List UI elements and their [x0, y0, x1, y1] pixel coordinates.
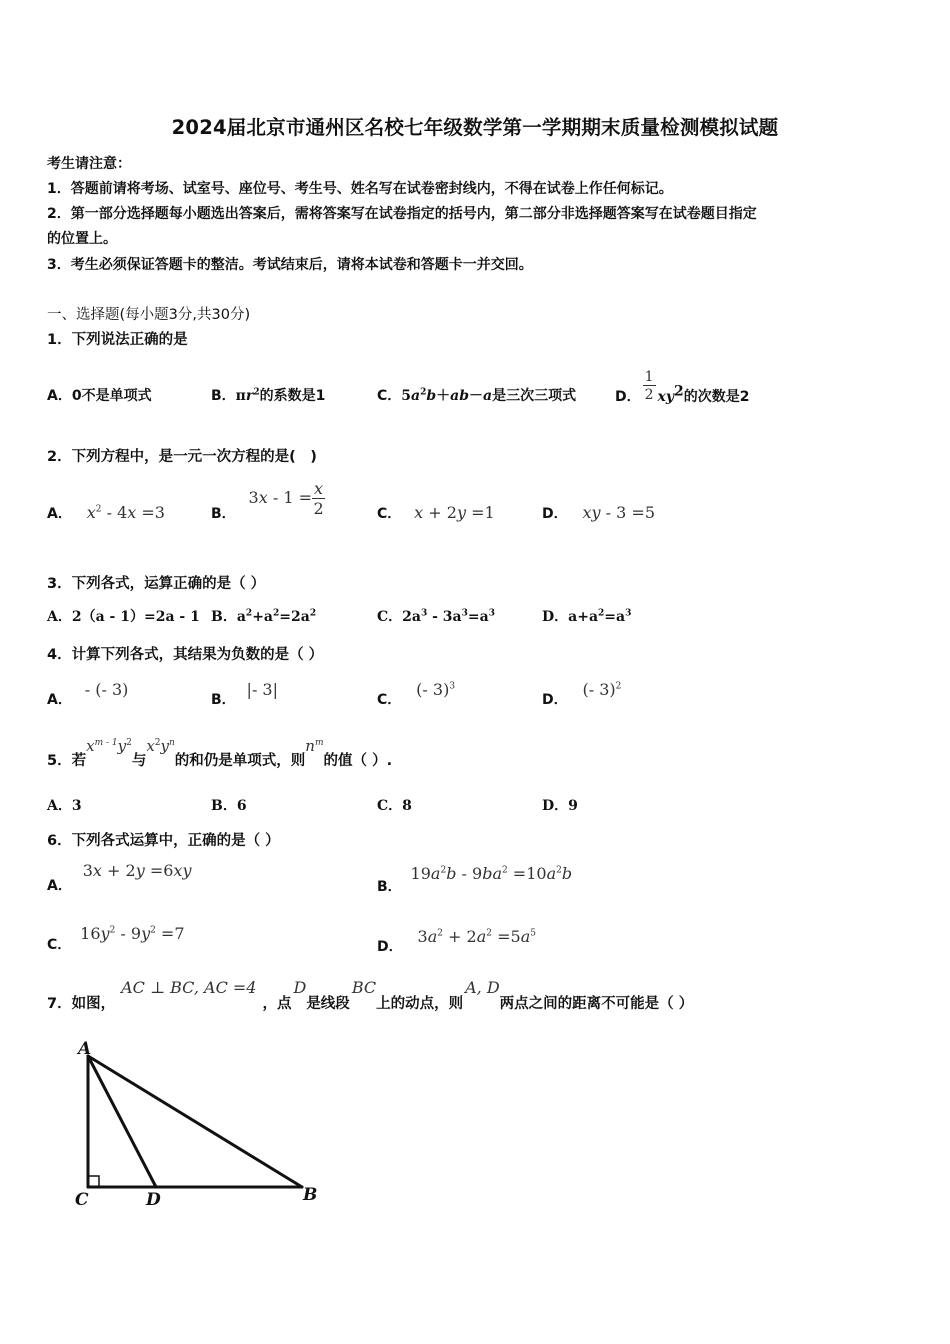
q5-option-a[interactable]: [47, 795, 82, 815]
option-label: B．: [211, 692, 236, 708]
option-label: C．: [47, 937, 72, 953]
triangle-figure: [70, 1030, 330, 1215]
option-math: $19a^2b - 9ba^2 =10a^2b$: [410, 864, 573, 883]
option-math: 3x - 1 = $\frac{x}{2}$: [248, 479, 324, 518]
q5-option-b[interactable]: [211, 795, 247, 815]
option-math: (- 3)$^2$: [582, 680, 622, 699]
notice-heading: 考生请注意：: [47, 156, 131, 172]
option-math: 3x + 2y =6xy: [82, 861, 192, 880]
option-label: D．: [542, 506, 568, 522]
option-math: (- 3)$^3$: [416, 680, 456, 699]
math-term: D: [293, 978, 307, 997]
option-text: 8: [402, 798, 412, 814]
option-label: D．: [615, 389, 641, 405]
q4-option-c[interactable]: [377, 680, 455, 709]
option-math: x + 2y =1: [414, 503, 495, 522]
q2-option-a[interactable]: [47, 503, 165, 523]
question-3-stem: 3．下列各式，运算正确的是（ ）: [47, 576, 266, 592]
vertex-label-a: A: [78, 1039, 92, 1059]
option-label: D．: [542, 609, 569, 625]
q3-option-b[interactable]: [211, 606, 316, 626]
question-7-stem: 7．如图，AC ⊥ BC, AC =4，点D是线段BC上的动点，则A, D两点之间的距离不可能是（ ）: [47, 978, 694, 1012]
option-label: D．: [377, 939, 403, 955]
math-term: $x^2y^n$: [146, 737, 175, 755]
q4-option-b[interactable]: [211, 680, 278, 709]
fraction: $\frac{1}{2}$: [644, 369, 654, 403]
option-label: A．: [47, 506, 72, 522]
vertex-label-d: D: [146, 1190, 161, 1210]
option-text: 的次数是2: [683, 389, 750, 405]
q5-option-d[interactable]: [542, 795, 578, 815]
fraction: $\frac{x}{2}$: [313, 479, 324, 518]
option-label: A．: [47, 692, 72, 708]
q3-option-a[interactable]: [47, 606, 200, 626]
q6-option-d[interactable]: [377, 927, 536, 956]
option-text: 是三次三项式: [492, 388, 577, 404]
q2-option-c[interactable]: [377, 503, 495, 523]
option-text: 2（a - 1）=2a - 1: [71, 609, 200, 625]
q3-option-d[interactable]: [542, 606, 631, 626]
option-math: $x^2 - 4x =3$: [86, 503, 165, 522]
math-term: $x^{m - 1}y^2$: [86, 737, 132, 755]
option-label: C．: [377, 798, 403, 814]
option-label: A．: [47, 388, 72, 404]
page-title: 2024届北京市通州区名校七年级数学第一学期期末质量检测模拟试题: [171, 116, 779, 139]
option-text: 6: [236, 798, 247, 814]
option-label: B．: [211, 798, 237, 814]
q1-option-b[interactable]: [211, 385, 325, 405]
option-math: - (- 3): [84, 680, 129, 699]
option-label: C．: [377, 692, 402, 708]
question-4-stem: 4．计算下列各式，其结果为负数的是（ ）: [47, 647, 324, 663]
option-math: $16y^2 - 9y^2 =7$: [80, 924, 185, 943]
option-label: A．: [47, 878, 72, 894]
question-5-stem: 5．若$x^{m - 1}y^2$与$x^2y^n$的和仍是单项式，则$n^m$的值（ ）.: [47, 737, 393, 769]
option-math: xy - 3 =5: [582, 503, 655, 522]
math-term: $n^m$: [305, 737, 324, 755]
section-heading: 一、选择题(每小题3分,共30分): [47, 307, 251, 323]
vertex-label-b: B: [303, 1185, 318, 1205]
math-term: A, D: [465, 978, 500, 997]
q6-option-c[interactable]: [47, 924, 185, 954]
option-label: D．: [542, 798, 569, 814]
option-label: C．: [377, 388, 402, 404]
option-label: B．: [211, 609, 237, 625]
option-text: 的系数是1: [259, 388, 326, 404]
vertex-label-c: C: [75, 1190, 89, 1210]
notice-item: 3．考生必须保证答题卡的整洁。考试结束后，请将本试卷和答题卡一并交回。: [47, 257, 533, 273]
q1-option-d[interactable]: D． $\frac{1}{2}$ $xy^2$的次数是2: [615, 369, 750, 405]
option-text: 3: [71, 798, 82, 814]
option-math: $2a^3 - 3a^3=a^3$: [402, 608, 495, 625]
option-label: B．: [211, 388, 236, 404]
question-1-stem: 1．下列说法正确的是: [47, 332, 188, 348]
option-label: C．: [377, 506, 402, 522]
option-math: $5a^2b+ab-a$: [401, 387, 493, 404]
segment-ab: [88, 1056, 302, 1187]
math-term: AC ⊥ BC, AC =4: [121, 978, 257, 997]
q1-option-c[interactable]: [377, 385, 576, 405]
q4-option-a[interactable]: [47, 680, 128, 709]
option-math: $3a^2 + 2a^2 =5a^5$: [417, 927, 536, 946]
q4-option-d[interactable]: [542, 680, 621, 709]
notice-item: 2．第一部分选择题每小题选出答案后，需将答案写在试卷指定的括号内，第二部分非选择题答案写在试卷题目指定: [47, 206, 757, 222]
option-text: 9: [568, 798, 578, 814]
q2-option-d[interactable]: [542, 503, 655, 523]
option-label: D．: [542, 692, 568, 708]
q5-option-c[interactable]: [377, 795, 412, 815]
question-2-stem: 2．下列方程中，是一元一次方程的是( ): [47, 449, 317, 465]
q3-option-c[interactable]: [377, 606, 495, 626]
option-label: C．: [377, 609, 403, 625]
option-label: B．: [211, 506, 236, 522]
notice-item: 的位置上。: [47, 231, 117, 247]
q2-option-b[interactable]: [211, 481, 325, 523]
option-math: |- 3|: [246, 680, 278, 699]
notice-item: 1．答题前请将考场、试室号、座位号、考生号、姓名写在试卷密封线内，不得在试卷上作任何标记。: [47, 181, 673, 197]
option-math: $\pi r^2$: [235, 387, 260, 404]
option-label: A．: [47, 609, 72, 625]
q6-option-b[interactable]: [377, 864, 572, 896]
math-term: BC: [351, 978, 377, 997]
q6-option-a[interactable]: [47, 861, 191, 895]
q1-option-a[interactable]: [47, 385, 152, 405]
option-label: B．: [377, 879, 402, 895]
option-math: $a+a^2=a^3$: [568, 608, 632, 625]
option-label: A．: [47, 798, 72, 814]
option-text: 0不是单项式: [71, 388, 152, 404]
right-angle-mark: [88, 1176, 99, 1187]
question-6-stem: 6．下列各式运算中，正确的是（ ）: [47, 833, 280, 849]
option-math: $a^2+a^2=2a^2$: [236, 608, 317, 625]
